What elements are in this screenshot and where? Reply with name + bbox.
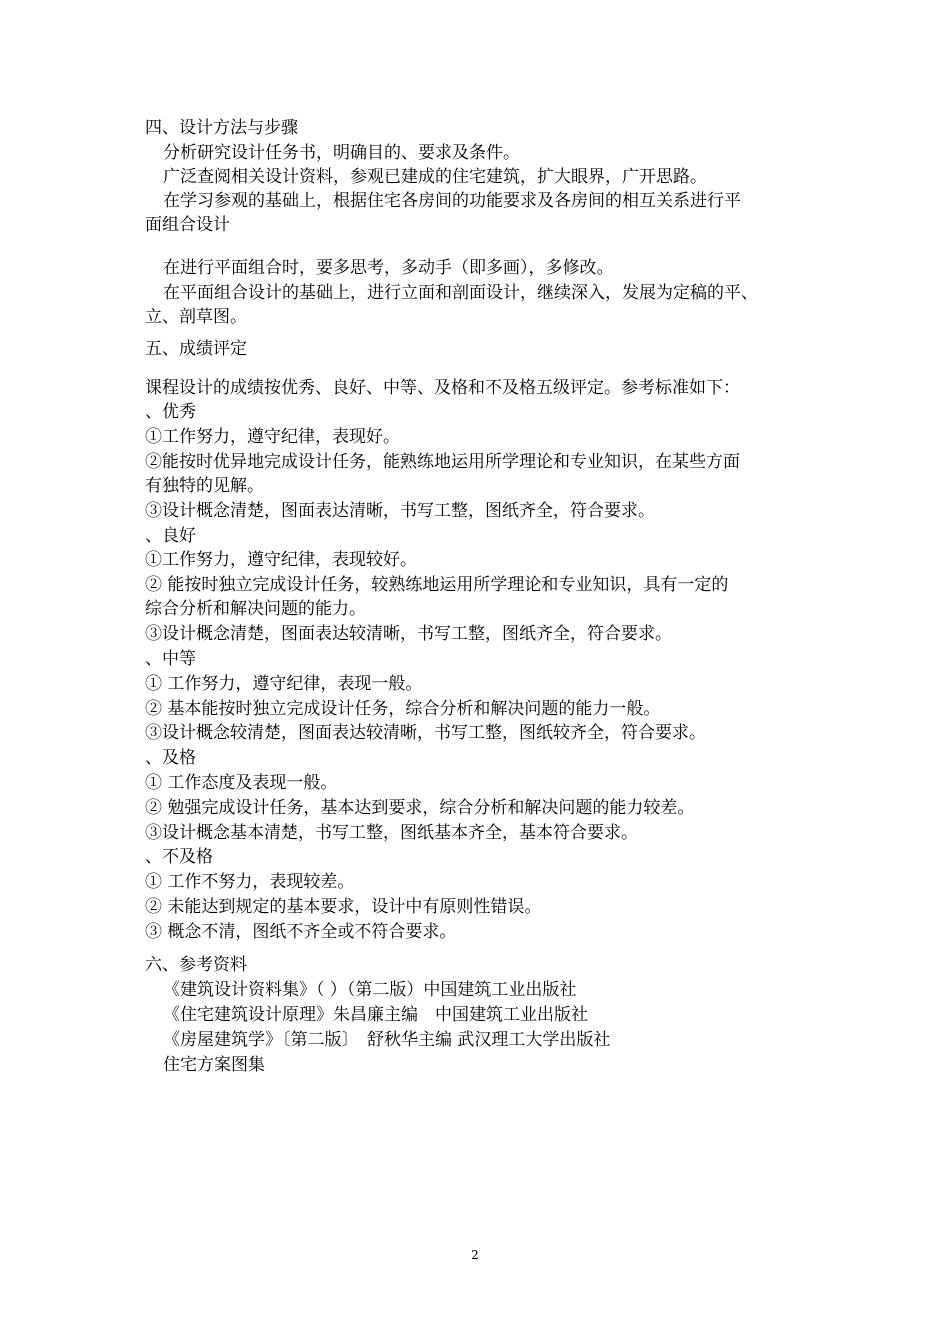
list-item: ② 勉强完成设计任务，基本达到要求，综合分析和解决问题的能力较差。 bbox=[145, 798, 695, 818]
reference-item: 住宅方案图集 bbox=[163, 1055, 265, 1075]
paragraph-line: 立、剖草图。 bbox=[145, 307, 247, 327]
grade-heading-pass: 、及格 bbox=[145, 748, 196, 768]
list-item: ①工作努力，遵守纪律，表现较好。 bbox=[145, 550, 417, 570]
section-heading-design-method: 四、设计方法与步骤 bbox=[145, 118, 298, 138]
paragraph-line: 在进行平面组合时，要多思考，多动手（即多画），多修改。 bbox=[163, 258, 614, 278]
paragraph-line: 分析研究设计任务书，明确目的、要求及条件。 bbox=[163, 143, 520, 163]
list-item: 综合分析和解决问题的能力。 bbox=[145, 599, 366, 619]
list-item: ② 未能达到规定的基本要求，设计中有原则性错误。 bbox=[145, 897, 542, 917]
list-item: ② 能按时独立完成设计任务，较熟练地运用所学理论和专业知识，具有一定的 bbox=[145, 575, 729, 595]
paragraph-line: 课程设计的成绩按优秀、良好、中等、及格和不及格五级评定。参考标准如下： bbox=[145, 378, 740, 398]
reference-item: 《住宅建筑设计原理》朱昌廉主编 中国建筑工业出版社 bbox=[163, 1005, 588, 1025]
paragraph-line: 广泛查阅相关设计资料，参观已建成的住宅建筑，扩大眼界，广开思路。 bbox=[163, 167, 707, 187]
list-item: ①工作努力，遵守纪律，表现好。 bbox=[145, 427, 400, 447]
list-item: ② 基本能按时独立完成设计任务，综合分析和解决问题的能力一般。 bbox=[145, 699, 661, 719]
grade-heading-excellent: 、优秀 bbox=[145, 402, 196, 422]
list-item: 有独特的见解。 bbox=[145, 476, 264, 496]
list-item: ③设计概念基本清楚，书写工整，图纸基本齐全，基本符合要求。 bbox=[145, 823, 638, 843]
list-item: ① 工作努力，遵守纪律，表现一般。 bbox=[145, 674, 423, 694]
reference-item: 《房屋建筑学》〔第二版〕 舒秋华主编 武汉理工大学出版社 bbox=[163, 1030, 611, 1050]
page-number: 2 bbox=[471, 1248, 479, 1262]
list-item: ① 工作态度及表现一般。 bbox=[145, 773, 338, 793]
list-item: ① 工作不努力，表现较差。 bbox=[145, 872, 355, 892]
list-item: ③设计概念较清楚，图面表达较清晰，书写工整，图纸较齐全，符合要求。 bbox=[145, 723, 706, 743]
grade-heading-fail: 、不及格 bbox=[145, 847, 213, 867]
section-heading-references: 六、参考资料 bbox=[145, 955, 247, 975]
paragraph-line: 在学习参观的基础上，根据住宅各房间的功能要求及各房间的相互关系进行平 bbox=[163, 191, 741, 211]
grade-heading-average: 、中等 bbox=[145, 649, 196, 669]
list-item: ③设计概念清楚，图面表达清晰，书写工整，图纸齐全，符合要求。 bbox=[145, 501, 655, 521]
list-item: ②能按时优异地完成设计任务，能熟练地运用所学理论和专业知识，在某些方面 bbox=[145, 452, 740, 472]
section-heading-grading: 五、成绩评定 bbox=[145, 339, 247, 359]
paragraph-line: 面组合设计 bbox=[145, 215, 230, 235]
list-item: ③设计概念清楚，图面表达较清晰，书写工整，图纸齐全，符合要求。 bbox=[145, 624, 672, 644]
paragraph-line: 在平面组合设计的基础上，进行立面和剖面设计，继续深入，发展为定稿的平、 bbox=[163, 283, 758, 303]
reference-item: 《建筑设计资料集》（ ）（第二版）中国建筑工业出版社 bbox=[163, 980, 577, 1000]
list-item: ③ 概念不清，图纸不齐全或不符合要求。 bbox=[145, 922, 457, 942]
grade-heading-good: 、良好 bbox=[145, 526, 196, 546]
